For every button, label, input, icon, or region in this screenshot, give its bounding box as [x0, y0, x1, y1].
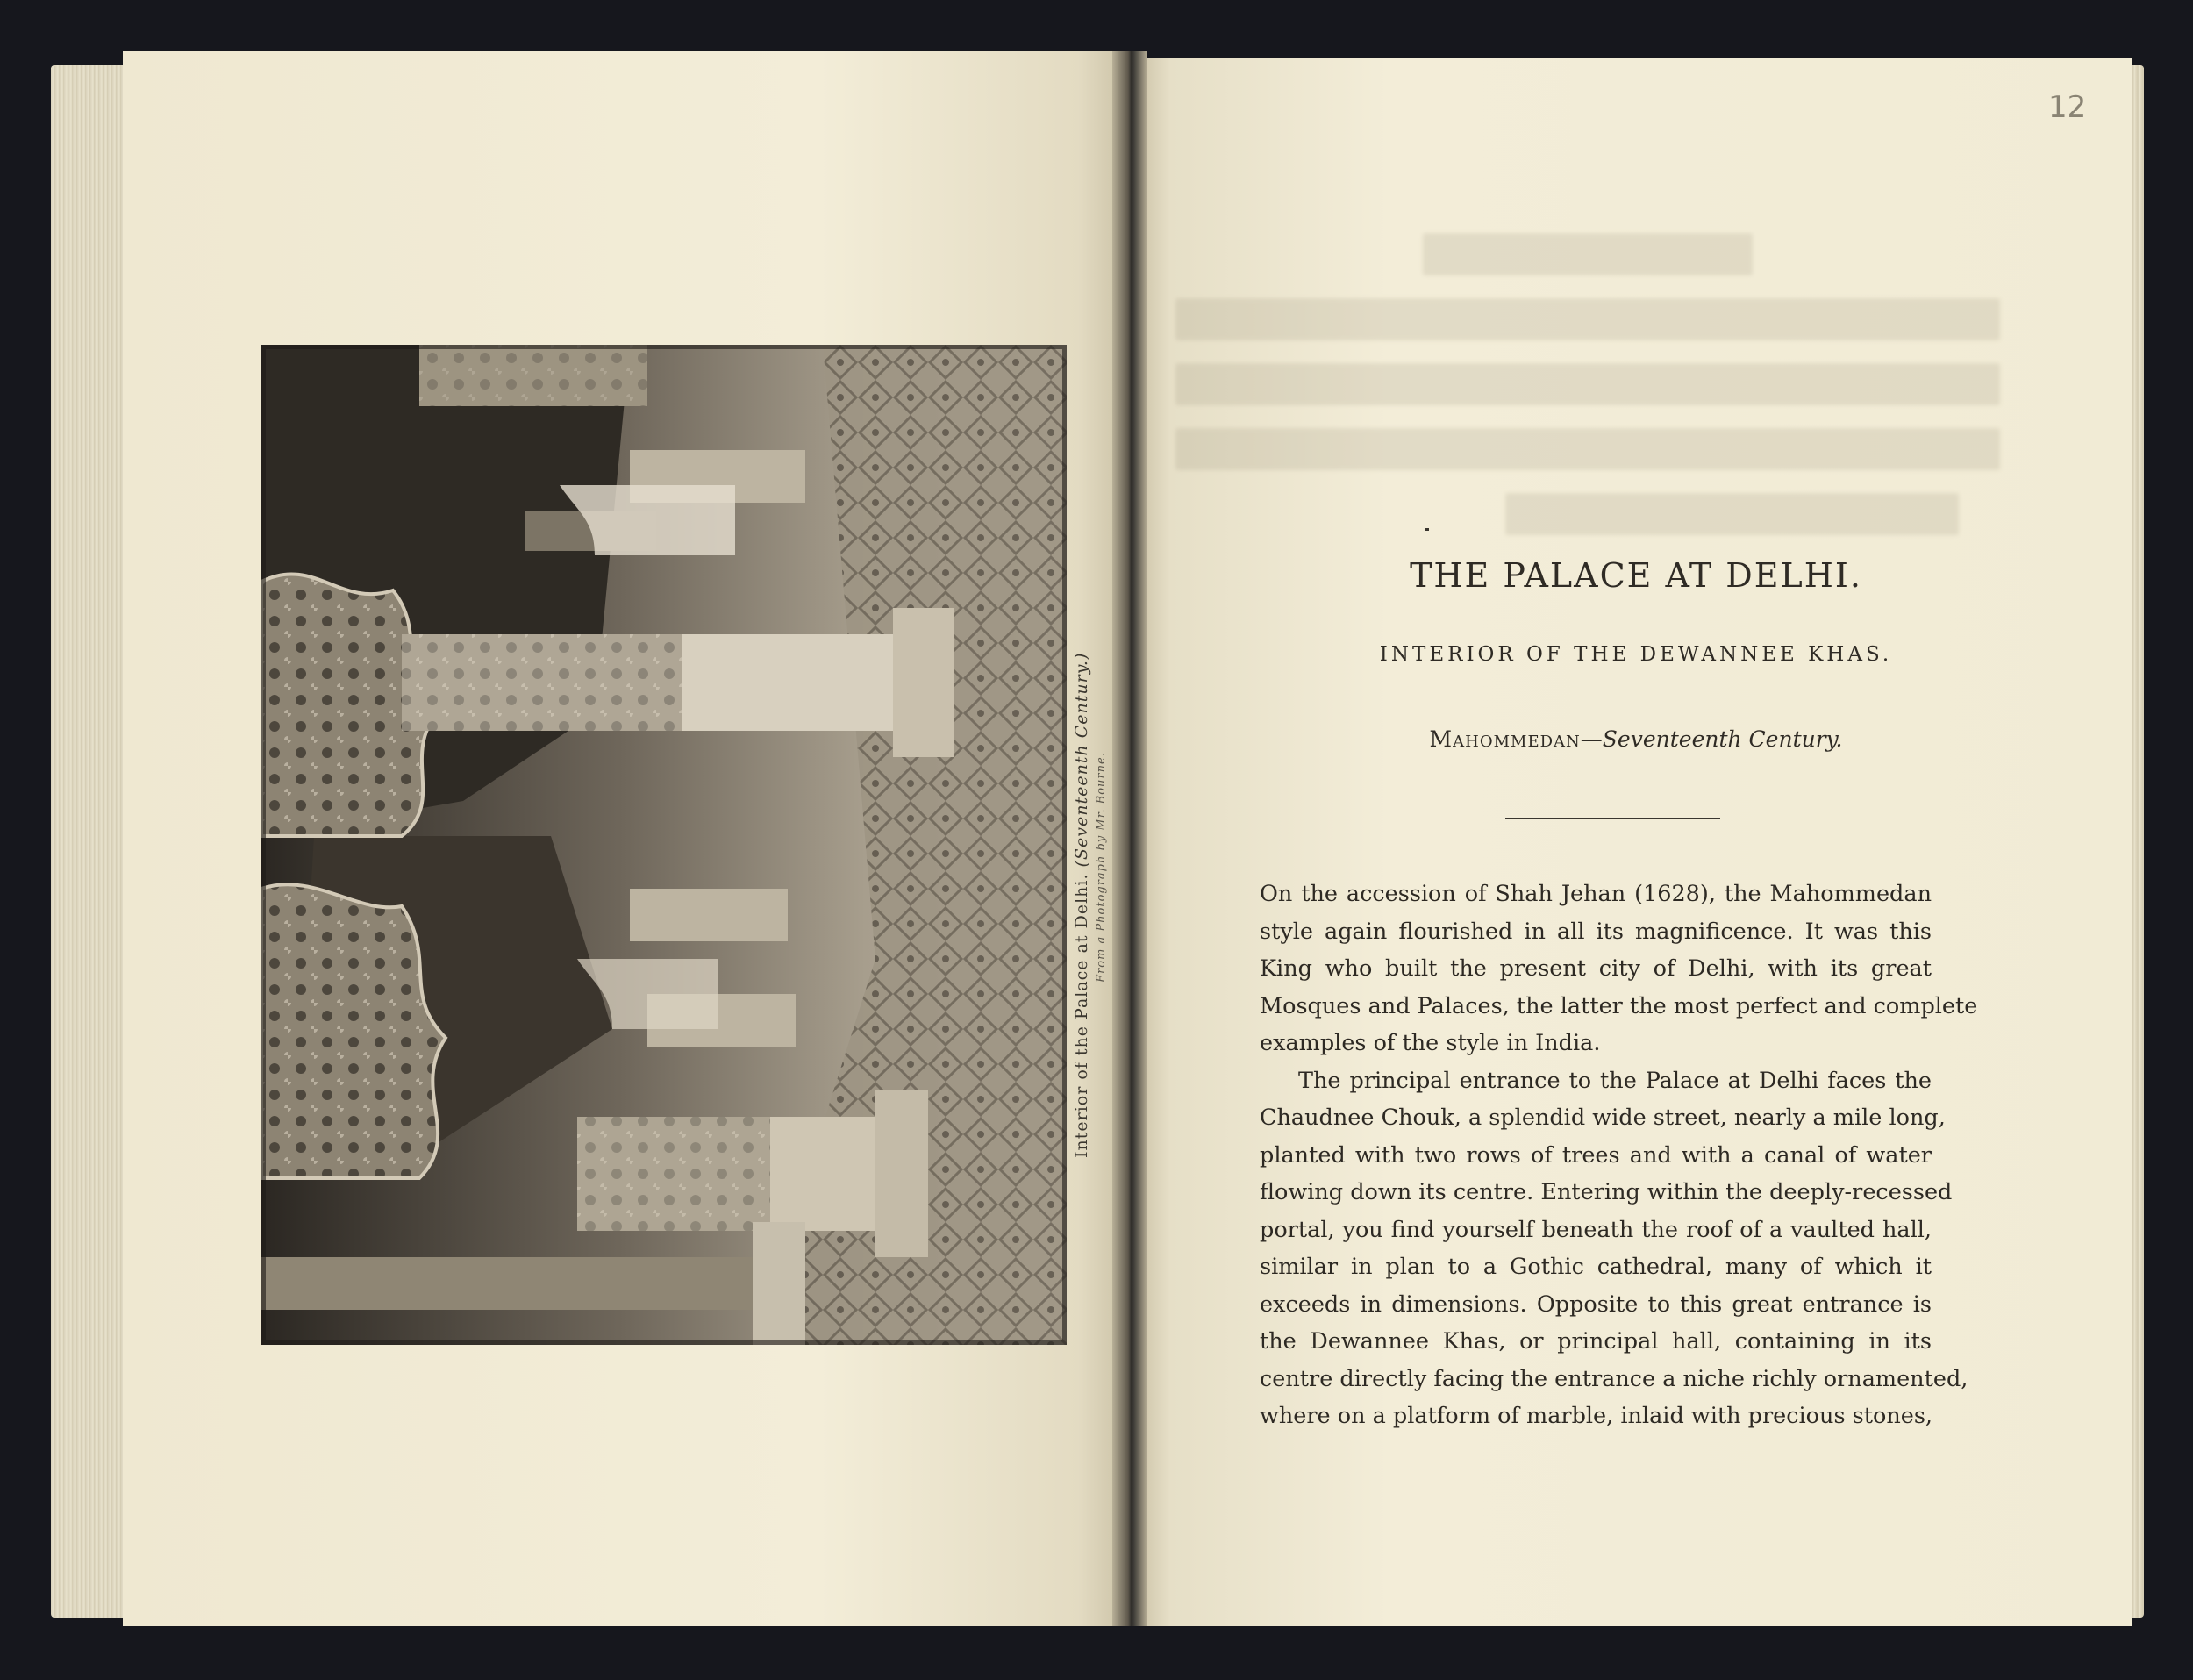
page-title: THE PALACE AT DELHI.	[1410, 556, 1862, 595]
p1-line-1: On the accession of Shah Jehan (1628), the Mahommedan	[1260, 881, 1932, 907]
period-style: Mahommedan	[1429, 726, 1581, 752]
p1-line-4: Mosques and Palaces, the latter the most perfect and complete	[1260, 992, 1978, 1019]
p1-line-2: style again flourished in all its magnificence. It was this	[1260, 918, 1932, 945]
p2-line-9: centre directly facing the entrance a niche richly ornamented,	[1260, 1365, 1968, 1392]
p2-line-4: flowing down its centre. Entering within the deeply-recessed	[1260, 1179, 1953, 1205]
period-dash: —	[1580, 726, 1603, 752]
body-text	[1260, 876, 1978, 1435]
p1-line-3: King who built the present city of Delhi, with its great	[1260, 955, 1932, 982]
plate-caption-credit: From a Photograph by Mr. Bourne.	[1095, 752, 1108, 983]
page-subtitle: INTERIOR OF THE DEWANNEE KHAS.	[1379, 643, 1893, 666]
p2-line-10: where on a platform of marble, inlaid with precious stones,	[1260, 1403, 1933, 1429]
palace-interior-photograph	[261, 345, 1067, 1345]
period-century: Seventeenth Century.	[1602, 726, 1843, 752]
p2-line-1: The principal entrance to the Palace at Delhi faces the	[1298, 1067, 1932, 1094]
plate-caption-period: (Seventeenth Century.)	[1072, 652, 1091, 868]
page-number: 12	[2048, 89, 2087, 125]
plate-caption	[1072, 605, 1125, 1158]
printer-mark	[1425, 528, 1429, 531]
p2-line-2: Chaudnee Chouk, a splendid wide street, nearly a mile long,	[1260, 1105, 1946, 1131]
show-through-text	[1175, 211, 2000, 474]
p2-line-6: similar in plan to a Gothic cathedral, many of which it	[1260, 1254, 1932, 1280]
plate-caption-main: Interior of the Palace at Delhi.	[1072, 873, 1091, 1158]
p1-line-5: examples of the style in India.	[1260, 1030, 1601, 1056]
period-line	[1140, 726, 2132, 752]
p2-line-7: exceeds in dimensions. Opposite to this great entrance is	[1260, 1290, 1932, 1318]
p2-line-8: the Dewannee Khas, or principal hall, containing in its	[1260, 1328, 1932, 1355]
p2-line-3: planted with two rows of trees and with a canal of water	[1260, 1141, 1932, 1169]
title-rule	[1505, 818, 1720, 819]
p2-line-5: portal, you find yourself beneath the roof of a vaulted hall,	[1260, 1216, 1932, 1243]
